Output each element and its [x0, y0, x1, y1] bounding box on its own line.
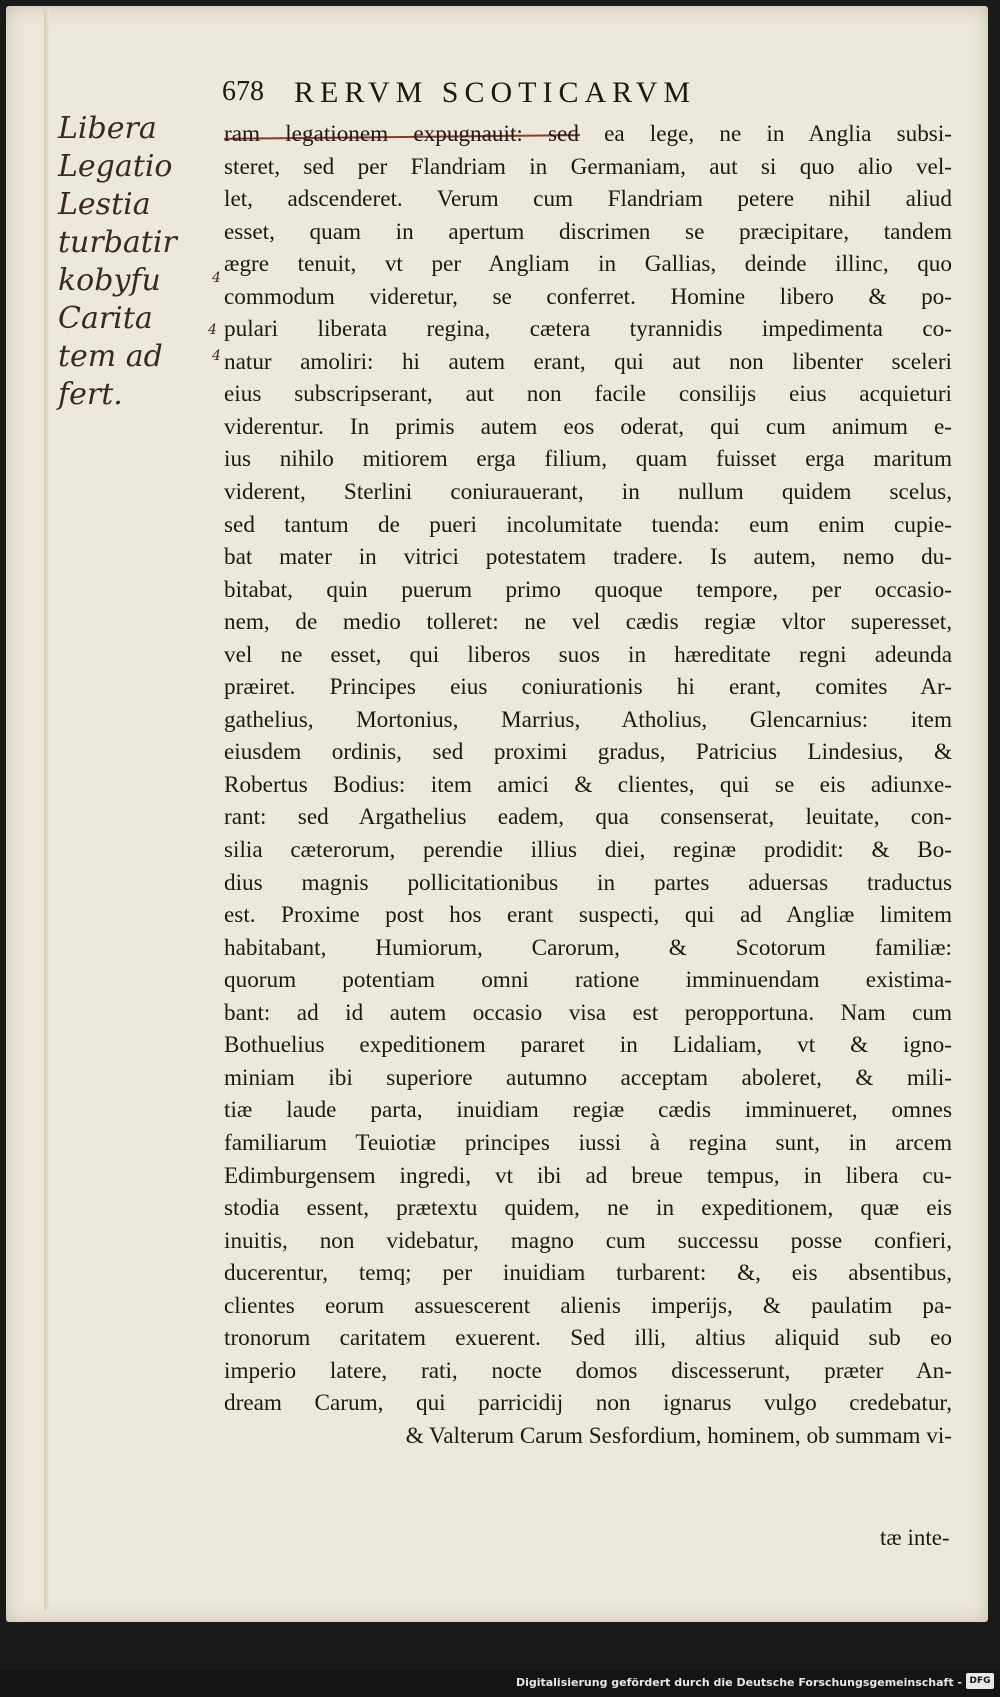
margin-note-line: Libera — [58, 111, 157, 146]
text-line: dream Carum, qui parricidij non ignarus vulgo credebatur, — [224, 1390, 952, 1417]
margin-mark: 4 — [212, 348, 221, 364]
text-line: bitabat, quin puerum primo quoque tempore, per occasio- — [224, 576, 952, 603]
text-line: habitabant, Humiorum, Carorum, & Scotorum familiæ: — [224, 934, 952, 961]
margin-note-line: fert. — [58, 377, 123, 412]
handwritten-margin-note — [58, 110, 218, 414]
text-line: miniam ibi superiore autumno acceptam aboleret, & mili- — [224, 1064, 952, 1091]
text-line: vel ne esset, qui liberos suos in hæreditate regni adeunda — [224, 641, 952, 668]
page-header — [222, 76, 872, 116]
text-line: præiret. Principes eius coniurationis hi erant, comites Ar- — [224, 674, 952, 701]
text-line: gathelius, Mortonius, Marrius, Atholius, Glencarnius: item — [224, 706, 952, 733]
text-line: stodia essent, prætextu quidem, ne in expeditionem, quæ eis — [224, 1195, 952, 1222]
text-line: viderentur. In primis autem eos oderat, qui cum animum e- — [224, 413, 952, 440]
body-text — [224, 118, 952, 1452]
text-line: & Valterum Carum Sesfordium, hominem, ob summam vi- — [405, 1422, 952, 1449]
text-line: quorum potentiam omni ratione imminuendam existima- — [224, 967, 952, 994]
text-line: familiarum Teuiotiæ principes iussi à regina sunt, in arcem — [224, 1129, 952, 1156]
text-line: bant: ad id autem occasio visa est peropportuna. Nam cum — [224, 999, 952, 1026]
margin-note-line: Lestia — [58, 187, 151, 222]
text-line: commodum videretur, se conferret. Homine libero & po- — [224, 283, 952, 310]
text-line: rant: sed Argathelius eadem, qua consenserat, leuitate, con- — [224, 804, 952, 831]
catchword: tæ inte- — [880, 1525, 950, 1550]
margin-note-line: kobyfu — [58, 263, 161, 298]
margin-note-line: tem ad — [58, 339, 163, 374]
text-line: ius nihilo mitiorem erga filium, quam fuisset erga maritum — [224, 446, 952, 473]
text-line: silia cæterorum, perendie illius diei, reginæ prodidit: & Bo- — [224, 837, 952, 864]
margin-note-line: Legatio — [58, 149, 173, 184]
margin-note-line: turbatir — [58, 225, 177, 260]
text-line: tronorum caritatem exuerent. Sed illi, altius aliquid sub eo — [224, 1325, 952, 1352]
text-line: clientes eorum assuescerent alienis imperijs, & paulatim pa- — [224, 1292, 952, 1319]
text-line: let, adscenderet. Verum cum Flandriam petere nihil aliud — [224, 186, 952, 213]
page-gutter-edge — [44, 10, 50, 1610]
text-line: imperio latere, rati, nocte domos discesserunt, præter An- — [224, 1357, 952, 1384]
text-line: esset, quam in apertum discrimen se præcipitare, tandem — [224, 218, 952, 245]
text-line: eius subscripserant, aut non facile consilijs eius acquieturi — [224, 381, 952, 408]
dfg-logo: DFG — [966, 1673, 994, 1689]
text-line: bat mater in vitrici potestatem tradere. Is autem, nemo du- — [224, 544, 952, 571]
page-number: 678 — [222, 76, 264, 107]
text-line: viderent, Sterlini coniurauerant, in nullum quidem scelus, — [224, 479, 952, 506]
margin-mark: 4 — [212, 270, 221, 286]
text-line: inuitis, non videbatur, magno cum successu posse confieri, — [224, 1227, 952, 1254]
text-line: ram legationem expugnauit: sed ea lege, ne in Anglia subsi- — [224, 121, 952, 147]
running-head: RERVM SCOTICARVM — [294, 76, 697, 109]
text-line: ægre tenuit, vt per Angliam in Gallias, deinde illinc, quo — [224, 251, 952, 278]
digitization-credit: Digitalisierung gefördert durch die Deutsche Forschungsgemeinschaft - — [515, 1676, 962, 1689]
margin-note-line: Carita — [58, 301, 153, 336]
text-line: dius magnis pollicitationibus in partes aduersas traductus — [224, 869, 952, 896]
text-line: pulari liberata regina, cætera tyrannidis impedimenta co- — [224, 316, 952, 343]
text-line: Bothuelius expeditionem pararet in Lidaliam, vt & igno- — [224, 1032, 952, 1059]
text-line: sed tantum de pueri incolumitate tuenda: eum enim cupie- — [224, 511, 952, 538]
text-line: Edimburgensem ingredi, vt ibi ad breue tempus, in libera cu- — [224, 1162, 952, 1189]
text-line: est. Proxime post hos erant suspecti, qui ad Angliæ limitem — [224, 902, 952, 929]
text-line: steret, sed per Flandriam in Germaniam, aut si quo alio vel- — [224, 153, 952, 180]
text-line: nem, de medio tolleret: ne vel cædis regiæ vltor superesset, — [224, 609, 952, 636]
text-line: eiusdem ordinis, sed proximi gradus, Patricius Lindesius, & — [224, 739, 952, 766]
margin-mark: 4 — [208, 322, 217, 338]
text-line: Robertus Bodius: item amici & clientes, qui se eis adiunxe- — [224, 771, 952, 798]
text-line: natur amoliri: hi autem erant, qui aut non libenter sceleri — [224, 348, 952, 375]
text-line: ducerentur, temq; per inuidiam turbarent: &, eis absentibus, — [224, 1260, 952, 1287]
text-line: tiæ laude parta, inuidiam regiæ cædis imminueret, omnes — [224, 1097, 952, 1124]
